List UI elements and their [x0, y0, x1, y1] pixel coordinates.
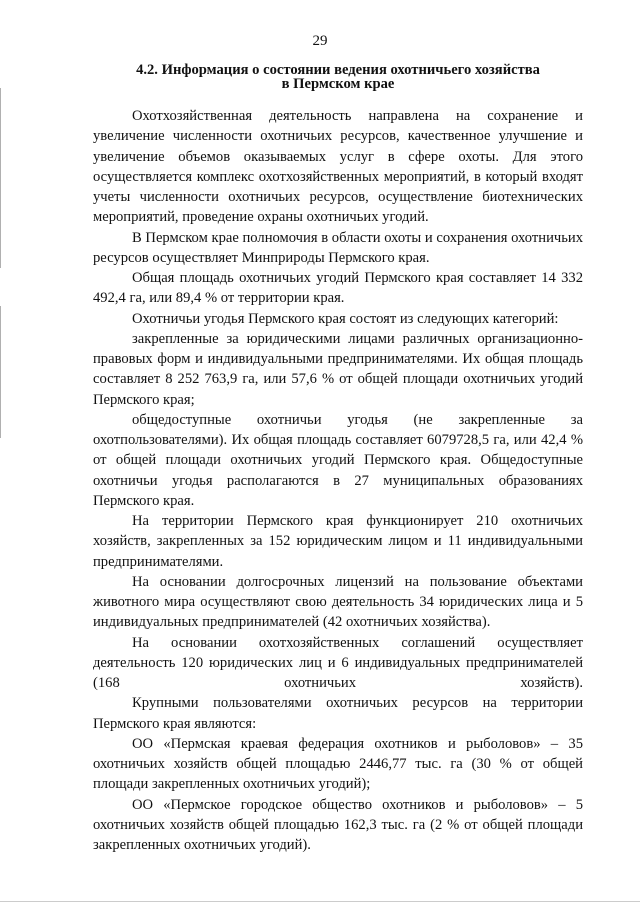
page-number: 29 — [312, 33, 328, 49]
paragraph-categories: Охотничьи угодья Пермского края состоят из следующих категорий: — [132, 310, 559, 327]
paragraph-regional-federation: ОО «Пермская краевая федерация охотников и рыболовов» – 35 охотничьих хозяйств общей площадью 2446,77 тыс. га (30 % от общей площади закрепленных охотничьих угодий); — [93, 735, 583, 793]
paragraph-hunting-farms: На территории Пермского края функционирует 210 охотничьих хозяйств, закрепленных за 152 юридическим лицом и 11 индивидуальными предпринимателями. — [93, 513, 583, 570]
body-text — [93, 106, 583, 855]
paragraph-total-area: Общая площадь охотничьих угодий Пермского края составляет 14 332 492,4 га, или 89,4 % от территории края. — [93, 270, 583, 307]
paragraph-authority: В Пермском крае полномочия в области охоты и сохранения охотничьих ресурсов осуществляет Минприроды Пермского края. — [93, 229, 583, 266]
paragraph-licenses: На основании долгосрочных лицензий на пользование объектами животного мира осуществляют свою деятельность 34 юридических лица и 5 индивидуальных предпринимателей (42 охотничьих хозяйства). — [93, 573, 583, 631]
scan-edge-line — [0, 306, 1, 438]
paragraph-activity: Охотхозяйственная деятельность направлена на сохранение и увеличение численности охотничьих ресурсов, качественное улучшение и увеличение объемов оказываемых услуг в сфере охоты. Для этого осуществляется комплекс охотхозяйственных мероприятий, в который входят учеты численности охотничьих ресурсов, осуществление биотехнических мероприятий, проведение охраны охотничьих угодий. — [93, 108, 583, 226]
paragraph-assigned-lands: закрепленные за юридическими лицами различных организационно-правовых форм и индивидуальными предпринимателями. Их общая площадь составляет 8 252 763,9 га, или 57,6 % от общей площади охотничьих угодий Пермского края; — [93, 330, 583, 408]
scan-edge-line — [0, 88, 1, 268]
scan-bottom-line — [0, 901, 640, 902]
paragraph-agreements: На основании охотхозяйственных соглашений осуществляет деятельность 120 юридических лиц и 6 индивидуальных предпринимателей (168 охотничьих хозяйств). — [93, 634, 583, 691]
section-heading — [93, 63, 583, 91]
paragraph-city-society: ОО «Пермское городское общество охотников и рыболовов» – 5 охотничьих хозяйств общей площадью 162,3 тыс. га (2 % от общей площади закрепленных охотничьих угодий). — [93, 796, 583, 853]
paragraph-major-users: Крупными пользователями охотничьих ресурсов на территории Пермского края являются: — [93, 695, 583, 732]
section-heading-line-1: 4.2. Информация о состоянии ведения охотничьего хозяйства — [136, 62, 540, 78]
paragraph-public-lands: общедоступные охотничьи угодья (не закрепленные за охотпользователями). Их общая площадь составляет 6079728,5 га, или 42,4 % от общей площади охотничьих угодий Пермского края. Общедоступные охотничьи угодья располагаются в 27 муниципальных образованиях Пермского края. — [93, 411, 583, 509]
section-heading-line-2: в Пермском крае — [281, 76, 395, 92]
